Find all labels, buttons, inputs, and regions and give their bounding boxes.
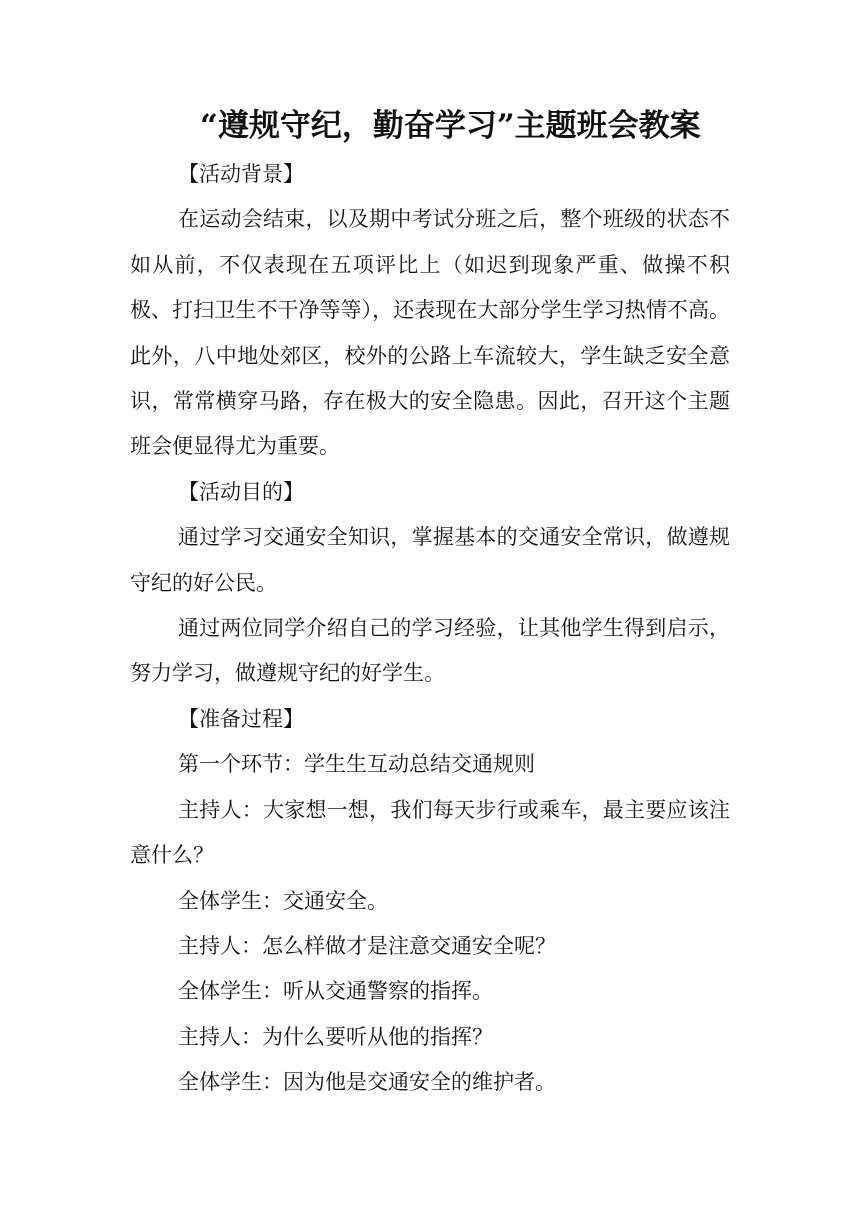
section-heading-preparation: 【准备过程】 [178, 706, 304, 731]
dialogue-line: 全体学生：听从交通警察的指挥。 [178, 979, 493, 1004]
dialogue-line: 全体学生：交通安全。 [178, 888, 388, 913]
section-heading-purpose: 【活动目的】 [178, 479, 304, 504]
paragraph-purpose-1: 通过学习交通安全知识，掌握基本的交通安全常识，做遵规守纪的好公民。 [130, 525, 730, 595]
dialogue-line: 全体学生：因为他是交通安全的维护者。 [178, 1070, 556, 1095]
paragraph-step-1: 第一个环节：学生生互动总结交通规则 [178, 752, 535, 777]
section-heading-background: 【活动背景】 [178, 162, 304, 186]
document-body [130, 152, 730, 1106]
document-title: “遵规守纪，勤奋学习”主题班会教案 [200, 108, 701, 144]
paragraph-background: 在运动会结束，以及期中考试分班之后，整个班级的状态不如从前，不仅表现在五项评比上（如迟到现象严重、做操不积极、打扫卫生不干净等等），还表现在大部分学生学习热情不高。此外，八中地处郊区，校外的公路上车流较大，学生缺乏安全意识，常常横穿马路，存在极大的安全隐患。因此，召开这个主题班会便显得尤为重要。 [130, 207, 730, 459]
paragraph-purpose-2: 通过两位同学介绍自己的学习经验，让其他学生得到启示，努力学习，做遵规守纪的好学生。 [130, 616, 730, 686]
dialogue-line: 主持人：大家想一想，我们每天步行或乘车，最主要应该注意什么？ [130, 797, 730, 868]
dialogue-line: 主持人：怎么样做才是注意交通安全呢？ [178, 933, 556, 958]
dialogue-line: 主持人：为什么要听从他的指挥？ [178, 1024, 493, 1049]
